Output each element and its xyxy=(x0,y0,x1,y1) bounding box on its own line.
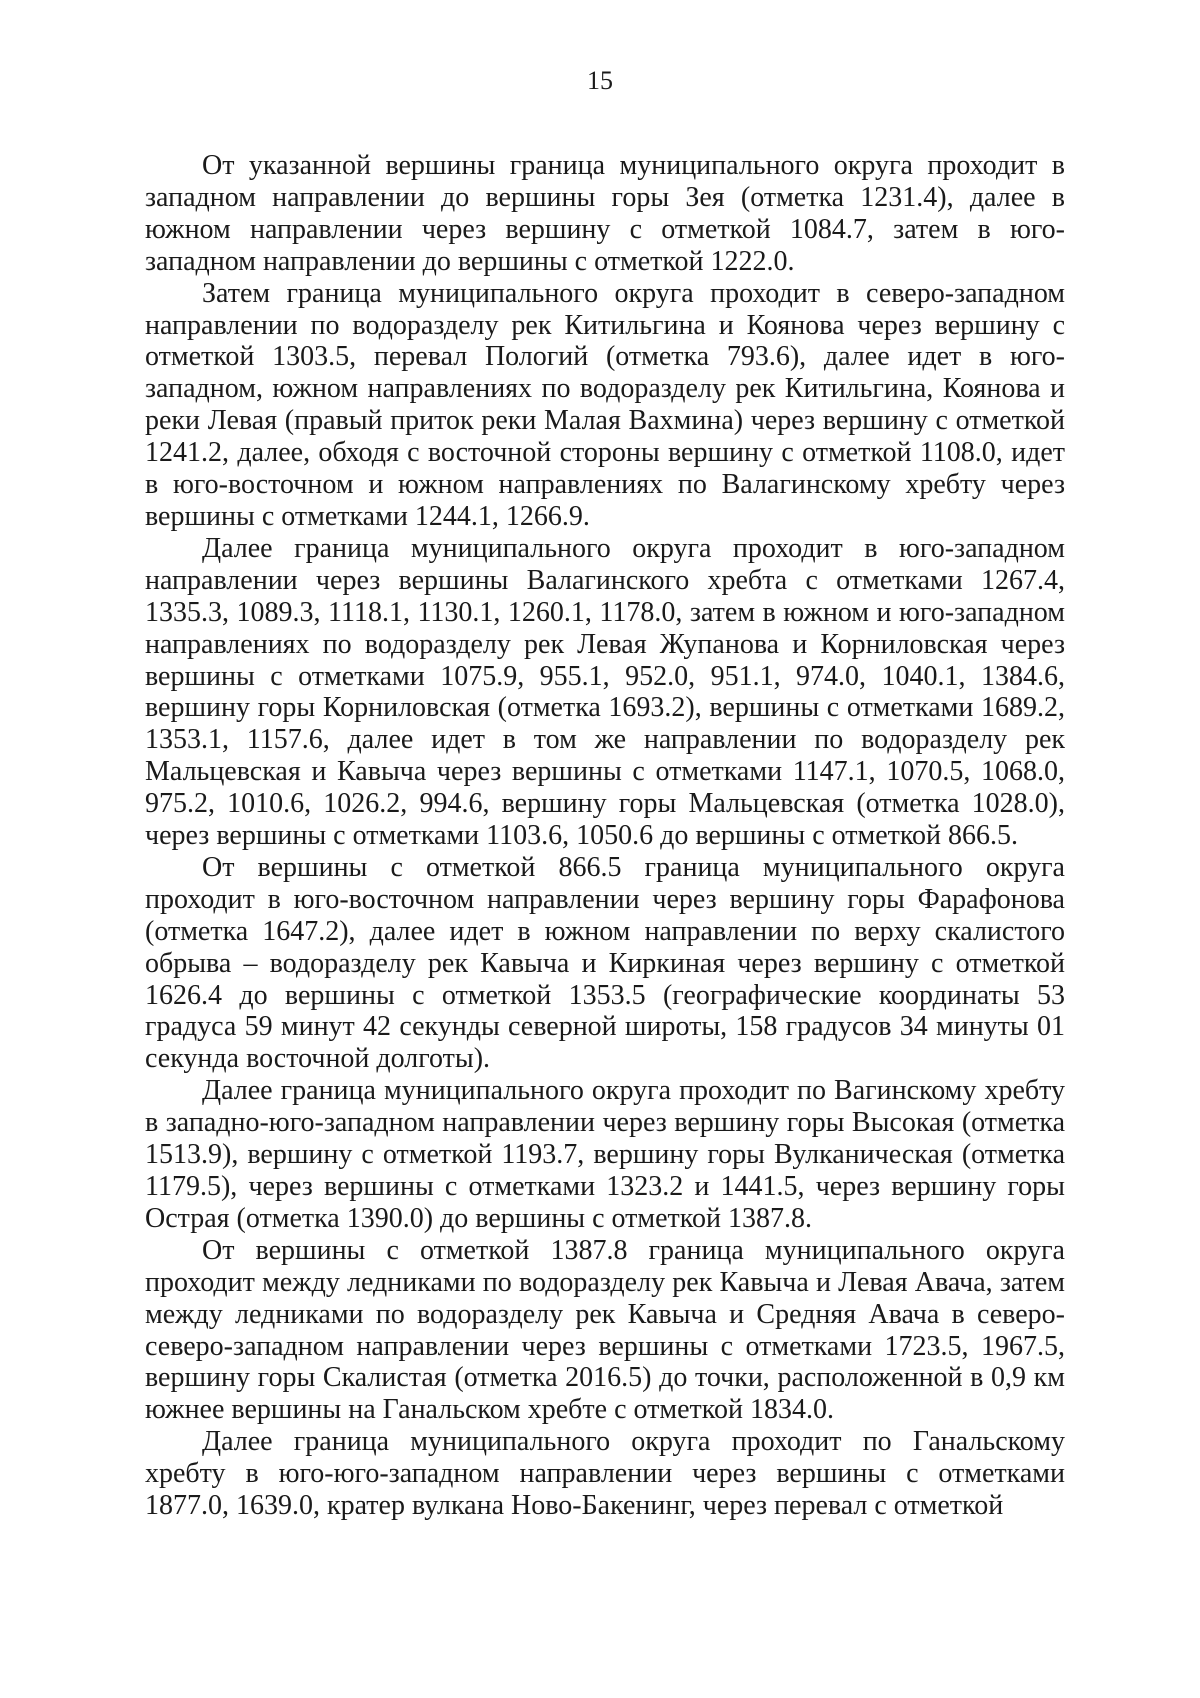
paragraph: От вершины с отметкой 866.5 граница муниципального округа проходит в юго-восточном направлении через вершину горы Фарафонова (отметка 1647.2), далее идет в южном направлении по верху скалистого обрыва – водоразделу рек Кавыча и Киркиная через вершину с отметкой 1626.4 до вершины с отметкой 1353.5 (географические координаты 53 градуса 59 минут 42 секунды северной широты, 158 градусов 34 минуты 01 секунда восточной долготы). xyxy=(145,851,1065,1075)
paragraph: От вершины с отметкой 1387.8 граница муниципального округа проходит между ледниками по водоразделу рек Кавыча и Левая Авача, затем между ледниками по водоразделу рек Кавыча и Средняя Авача в северо-северо-западном направлении через вершины с отметками 1723.5, 1967.5, вершину горы Скалистая (отметка 2016.5) до точки, расположенной в 0,9 км южнее вершины на Ганальском хребте с отметкой 1834.0. xyxy=(145,1234,1065,1426)
paragraph: Далее граница муниципального округа проходит по Ганальскому хребту в юго-юго-западном направлении через вершины с отметками 1877.0, 1639.0, кратер вулкана Ново-Бакенинг, через перевал с отметкой xyxy=(145,1426,1065,1522)
page-number: 15 xyxy=(587,66,613,95)
paragraph: Далее граница муниципального округа проходит в юго-западном направлении через вершины Валагинского хребта с отметками 1267.4, 1335.3, 1089.3, 1118.1, 1130.1, 1260.1, 1178.0, затем в южном и юго-западном направлениях по водоразделу рек Левая Жупанова и Корниловская через вершины с отметками 1075.9, 955.1, 952.0, 951.1, 974.0, 1040.1, 1384.6, вершину горы Корниловская (отметка 1693.2), вершины с отметками 1689.2, 1353.1, 1157.6, далее идет в том же направлении по водоразделу рек Мальцевская и Кавыча через вершины с отметками 1147.1, 1070.5, 1068.0, 975.2, 1010.6, 1026.2, 994.6, вершину горы Мальцевская (отметка 1028.0), через вершины с отметками 1103.6, 1050.6 до вершины с отметкой 866.5. xyxy=(145,532,1065,852)
paragraph: От указанной вершины граница муниципального округа проходит в западном направлении до вершины горы Зея (отметка 1231.4), далее в южном направлении через вершину с отметкой 1084.7, затем в юго-западном направлении до вершины с отметкой 1222.0. xyxy=(145,150,1065,277)
document-body xyxy=(145,150,1065,1522)
paragraph: Затем граница муниципального округа проходит в северо-западном направлении по водоразделу рек Китильгина и Коянова через вершину с отметкой 1303.5, перевал Пологий (отметка 793.6), далее идет в юго-западном, южном направлениях по водоразделу рек Китильгина, Коянова и реки Левая (правый приток реки Малая Вахмина) через вершину с отметкой 1241.2, далее, обходя с восточной стороны вершину с отметкой 1108.0, идет в юго-восточном и южном направлениях по Валагинскому хребту через вершины с отметками 1244.1, 1266.9. xyxy=(145,277,1065,532)
paragraph: Далее граница муниципального округа проходит по Вагинскому хребту в западно-юго-западном направлении через вершину горы Высокая (отметка 1513.9), вершину с отметкой 1193.7, вершину горы Вулканическая (отметка 1179.5), через вершины с отметками 1323.2 и 1441.5, через вершину горы Острая (отметка 1390.0) до вершины с отметкой 1387.8. xyxy=(145,1075,1065,1234)
